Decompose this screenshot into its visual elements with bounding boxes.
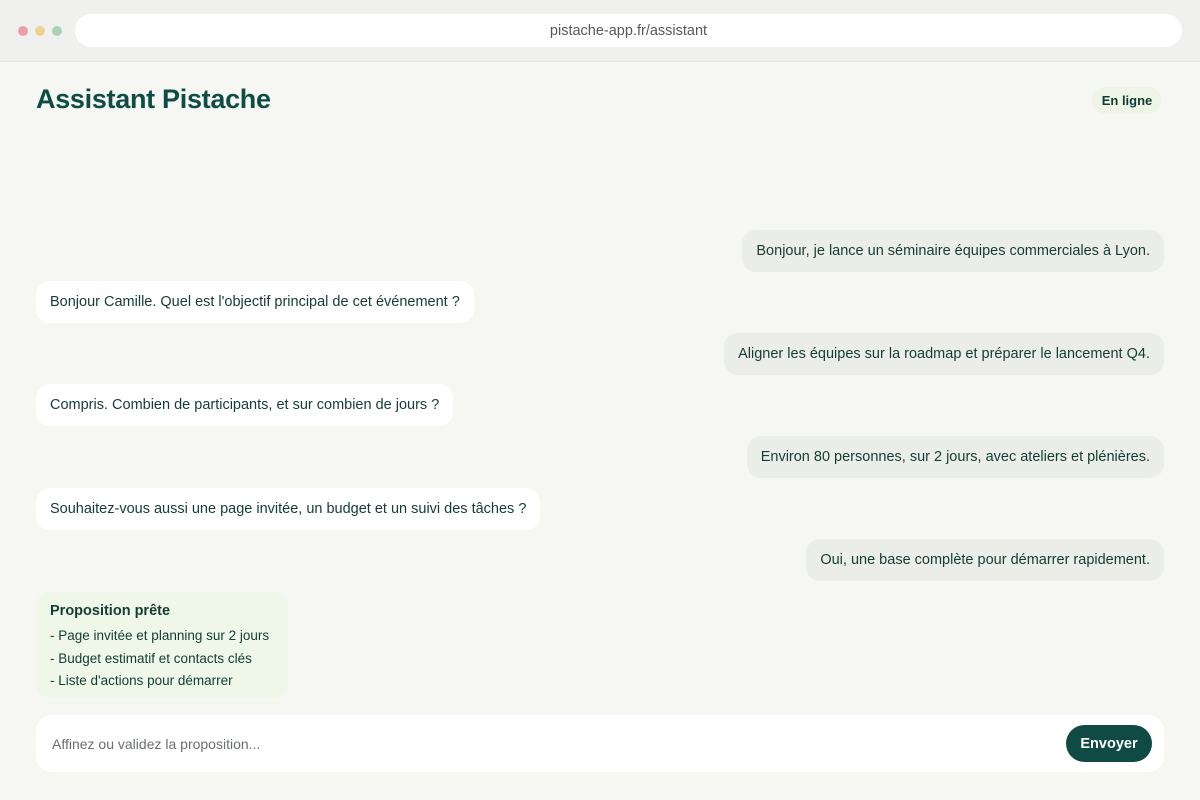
message-composer (36, 715, 1164, 772)
page-title: Assistant Pistache (36, 84, 271, 114)
close-window-dot-icon[interactable] (18, 26, 28, 36)
send-button[interactable]: Envoyer (1066, 725, 1152, 762)
assistant-message: Souhaitez-vous aussi une page invitée, un budget et un suivi des tâches ? (36, 488, 540, 530)
browser-toolbar (0, 0, 1200, 62)
assistant-message: Compris. Combien de participants, et sur combien de jours ? (36, 384, 453, 426)
user-message: Bonjour, je lance un séminaire équipes commerciales à Lyon. (742, 230, 1164, 272)
maximize-window-dot-icon[interactable] (52, 26, 62, 36)
address-bar[interactable]: pistache-app.fr/assistant (75, 14, 1182, 47)
user-message: Environ 80 personnes, sur 2 jours, avec ateliers et plénières. (747, 436, 1164, 478)
proposal-card (36, 592, 288, 698)
proposal-title: Proposition prête (50, 603, 171, 619)
assistant-message: Bonjour Camille. Quel est l'objectif principal de cet événement ? (36, 281, 474, 323)
status-badge: En ligne (1092, 87, 1162, 114)
proposal-item: - Liste d'actions pour démarrer (50, 673, 233, 688)
user-message: Aligner les équipes sur la roadmap et préparer le lancement Q4. (724, 333, 1164, 375)
user-message: Oui, une base complète pour démarrer rapidement. (806, 539, 1164, 581)
message-input[interactable] (52, 731, 1052, 757)
proposal-item: - Budget estimatif et contacts clés (50, 650, 252, 666)
minimize-window-dot-icon[interactable] (35, 26, 45, 36)
proposal-item: - Page invitée et planning sur 2 jours (50, 628, 270, 643)
